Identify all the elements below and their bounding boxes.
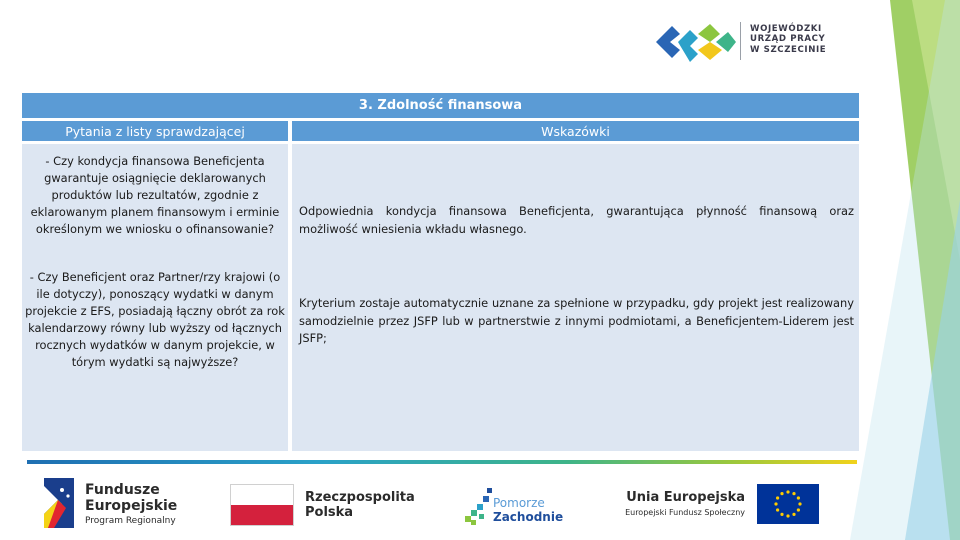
- table-title: 3. Zdolność finansowa: [22, 93, 859, 118]
- pz-line: Pomorze: [493, 496, 545, 510]
- question-text: - Czy Beneficjent oraz Partner/rzy krajowi (o ile dotyczy), ponoszący wydatki w danym projekcie z EFS, posiadają łączny obrót za rok kalendarzowy równy lub wyższy od łącznych rocznych wydatków w danym projekcie, w tórym wydatki są najwyższe?: [25, 270, 285, 369]
- fe-line: Program Regionalny: [85, 516, 176, 526]
- eu-star: [798, 502, 801, 505]
- pomorze-logo-text: [493, 496, 563, 524]
- decorative-stripes: [850, 0, 960, 540]
- footer-divider: [27, 460, 857, 464]
- rp-line: Polska: [305, 505, 354, 520]
- column-header-questions: Pytania z listy sprawdzającej: [22, 121, 288, 141]
- logo-line: URZĄD PRACY: [750, 34, 826, 45]
- logo-line: W SZCZECINIE: [750, 44, 827, 55]
- column-header-hints: Wskazówki: [292, 121, 859, 141]
- eu-star: [792, 492, 795, 495]
- eu-star: [792, 513, 795, 516]
- rp-logo-text: [305, 490, 415, 520]
- financial-capacity-table: [22, 93, 859, 451]
- eu-star: [797, 508, 800, 511]
- eu-flag-icon: [757, 484, 819, 524]
- logo-separator: [740, 22, 741, 60]
- hint-text: Kryterium zostaje automatycznie uznane za spełnione w przypadku, gdy projekt jest realizowany samodzielnie przez JSFP lub w partnerstwie z innymi podmiotami, a Beneficjentem-Liderem jest JSFP;: [299, 296, 854, 345]
- eu-star: [786, 490, 789, 493]
- eu-star: [786, 514, 789, 517]
- ue-line: Unia Europejska: [626, 490, 745, 505]
- ue-logo-text: [615, 490, 745, 520]
- wup-logo-text: [750, 24, 826, 55]
- question-text: - Czy kondycja finansowa Beneficjenta gwarantuje osiągnięcie deklarowanych produktów lub rezultatów, zgodnie z eklarowanym planem finansowym i erminie określonym we wniosku o ofinansowanie?: [30, 154, 280, 236]
- eu-star: [774, 502, 777, 505]
- eu-star: [797, 496, 800, 499]
- rp-line: Rzeczpospolita: [305, 490, 415, 505]
- fe-line: Fundusze: [85, 482, 160, 498]
- fe-logo-text: [85, 482, 177, 528]
- pz-line: Zachodnie: [493, 510, 564, 524]
- ue-line: Europejski Fundusz Społeczny: [625, 508, 745, 517]
- hint-text: Odpowiednia kondycja finansowa Beneficjenta, gwarantująca płynność finansową oraz możliwość wniesienia wkładu własnego.: [299, 204, 854, 236]
- poland-flag-icon: [230, 484, 294, 526]
- logo-line: WOJEWÓDZKI: [750, 24, 822, 34]
- pomorze-logo-icon: [463, 482, 497, 528]
- eu-star: [776, 508, 779, 511]
- eu-star: [776, 496, 779, 499]
- eu-star: [780, 513, 783, 516]
- eu-star: [780, 492, 783, 495]
- fe-logo-icon: [44, 478, 74, 528]
- fe-line: Europejskie: [85, 498, 178, 514]
